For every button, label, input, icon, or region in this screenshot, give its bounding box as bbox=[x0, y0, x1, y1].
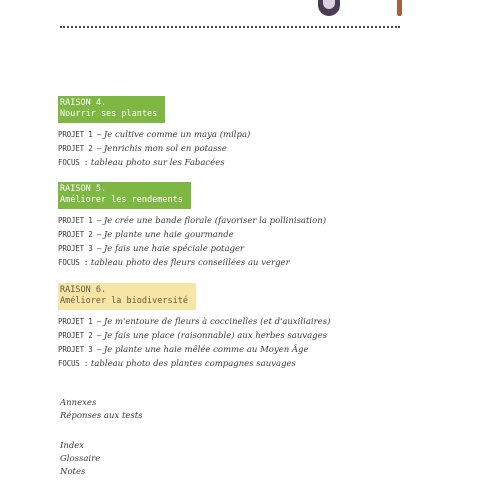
top-decoration-plum bbox=[318, 0, 340, 16]
item-text: Je cultive comme un maya (milpa) bbox=[101, 130, 251, 140]
list-item bbox=[58, 128, 438, 142]
item-text: Je m'entoure de fleurs à coccinelles (et d'auxiliaires) bbox=[101, 317, 331, 327]
top-decoration-stem bbox=[397, 0, 402, 16]
list-item bbox=[58, 214, 438, 228]
section-raison-5 bbox=[58, 182, 438, 270]
footer-annexes-group bbox=[60, 397, 143, 423]
item-lead: FOCUS : bbox=[58, 359, 89, 368]
footer-index: Index bbox=[60, 441, 85, 451]
list-item bbox=[58, 242, 438, 256]
item-lead: PROJET 1 – bbox=[58, 216, 102, 225]
section-title: Améliorer la biodiversité bbox=[60, 296, 188, 306]
list-item bbox=[58, 329, 438, 343]
item-text: tableau photo sur les Fabacées bbox=[88, 158, 225, 168]
footer-annexes: Annexes bbox=[60, 398, 97, 408]
item-text: Je crée une bande florale (favoriser la pollinisation) bbox=[101, 216, 327, 226]
section-title: Améliorer les rendements bbox=[60, 195, 183, 205]
item-lead: PROJET 3 – bbox=[58, 345, 102, 354]
dotted-rule bbox=[60, 26, 400, 28]
list-item bbox=[58, 357, 438, 371]
section-label bbox=[58, 96, 165, 123]
section-number: RAISON 5. bbox=[60, 184, 107, 194]
item-text: Je plante une haie gourmande bbox=[101, 230, 234, 240]
section-raison-4 bbox=[58, 96, 438, 170]
item-lead: PROJET 3 – bbox=[58, 244, 102, 253]
item-lead: PROJET 1 – bbox=[58, 130, 102, 139]
section-label bbox=[58, 182, 191, 209]
footer-reponses: Réponses aux tests bbox=[60, 411, 143, 421]
section-number: RAISON 4. bbox=[60, 98, 107, 108]
item-text: Je plante une haie mêlée comme au Moyen Âge bbox=[101, 345, 309, 355]
item-lead: PROJET 1 – bbox=[58, 317, 102, 326]
list-item bbox=[58, 343, 438, 357]
list-item bbox=[58, 142, 438, 156]
item-lead: FOCUS : bbox=[58, 258, 89, 267]
item-text: Je fais une haie spéciale potager bbox=[101, 244, 245, 254]
item-lead: FOCUS : bbox=[58, 158, 89, 167]
item-text: tableau photo des fleurs conseillées au verger bbox=[88, 258, 290, 268]
list-item bbox=[58, 315, 438, 329]
footer-index-group bbox=[60, 440, 100, 479]
item-text: Je fais une place (raisonnable) aux herbes sauvages bbox=[101, 331, 328, 341]
item-lead: PROJET 2 – bbox=[58, 331, 102, 340]
footer-notes: Notes bbox=[60, 467, 86, 477]
list-item bbox=[58, 156, 438, 170]
list-item bbox=[58, 256, 438, 270]
section-label bbox=[58, 283, 196, 310]
section-raison-6 bbox=[58, 283, 438, 371]
section-number: RAISON 6. bbox=[60, 285, 107, 295]
item-text: tableau photo des plantes compagnes sauvages bbox=[88, 359, 296, 369]
item-lead: PROJET 2 – bbox=[58, 144, 102, 153]
item-text: Jenrichis mon sol en potasse bbox=[101, 144, 227, 154]
section-title: Nourrir ses plantes bbox=[60, 109, 158, 119]
list-item bbox=[58, 228, 438, 242]
item-lead: PROJET 2 – bbox=[58, 230, 102, 239]
footer-glossaire: Glossaire bbox=[60, 454, 101, 464]
